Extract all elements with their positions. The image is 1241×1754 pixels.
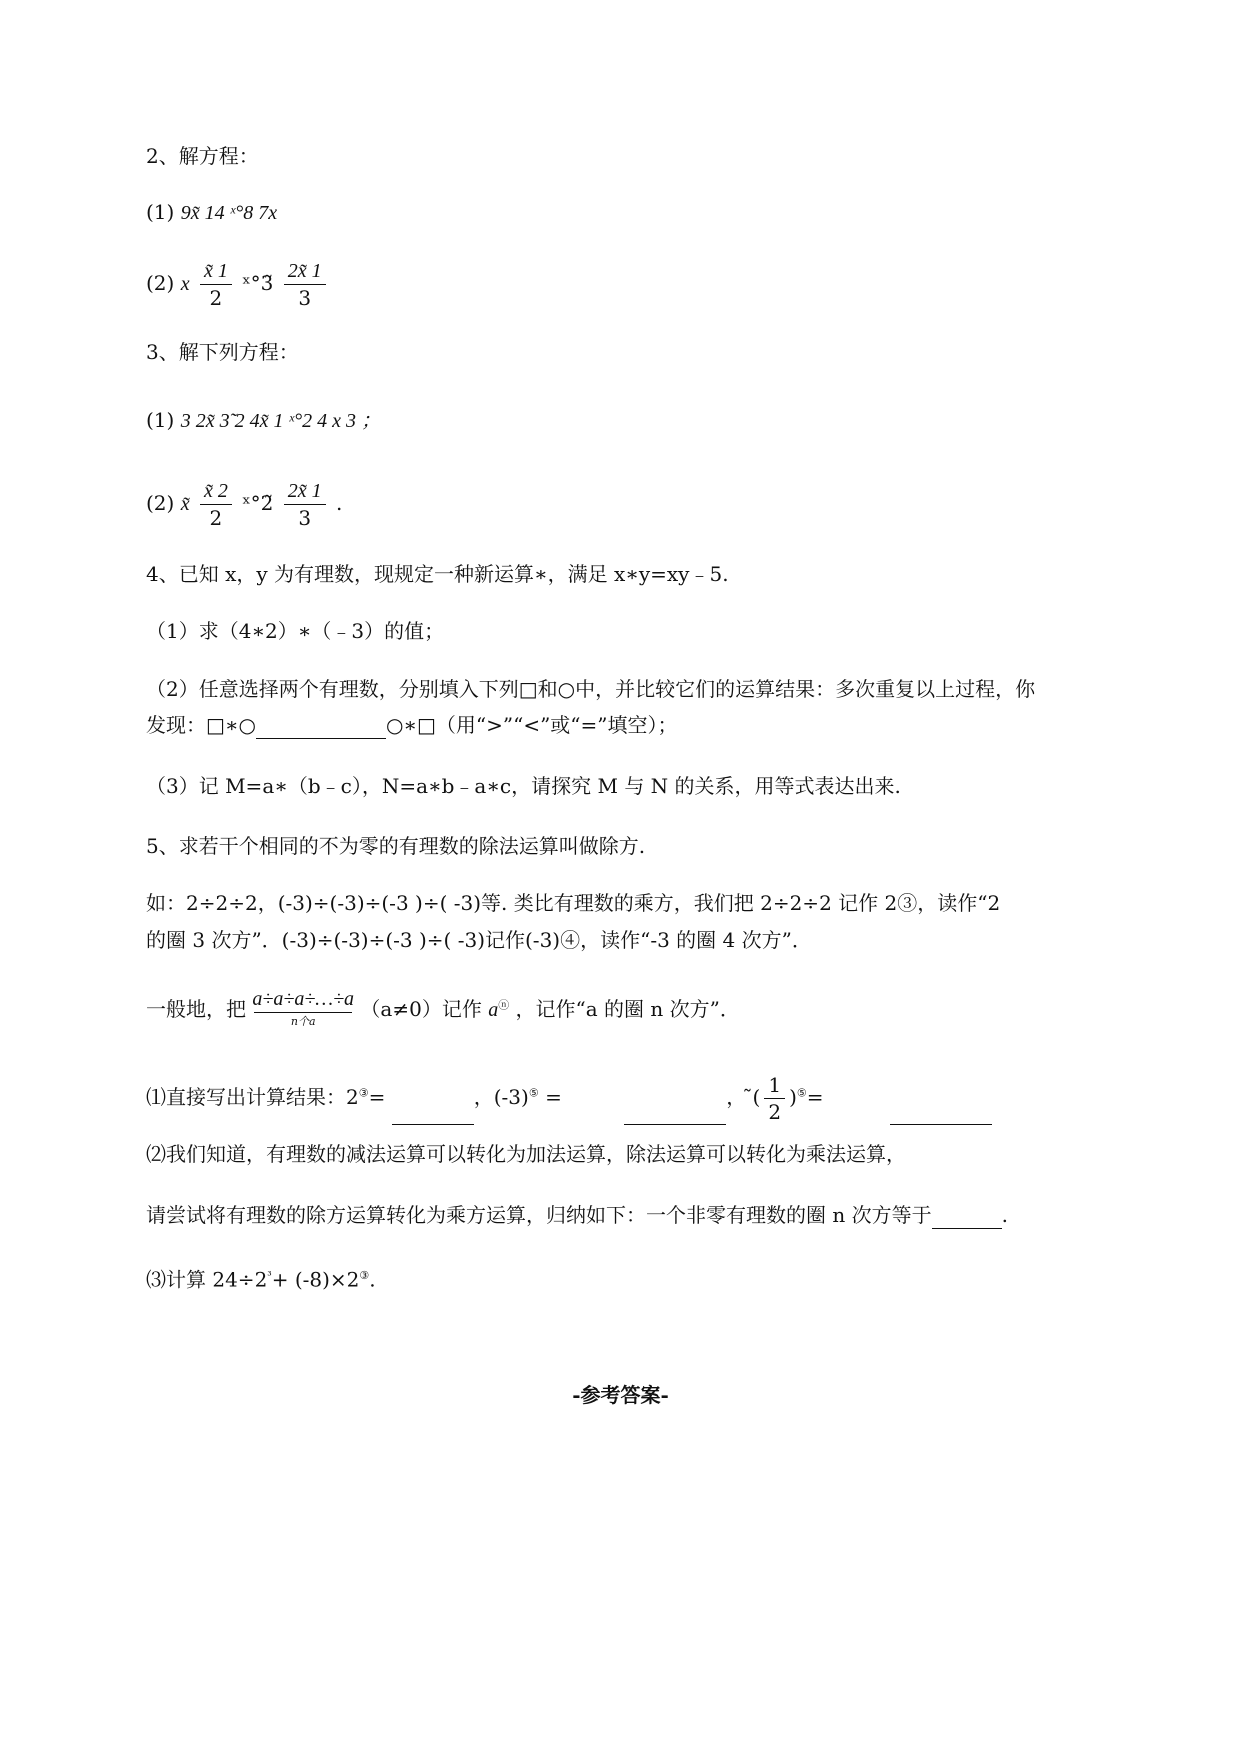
- q5-answer-blank-1[interactable]: [392, 1102, 474, 1125]
- fraction-denominator: 2: [209, 506, 223, 530]
- q2-part1: [146, 198, 277, 227]
- q5-part1-sup3: ⑤: [796, 1086, 807, 1100]
- q5-answer-blank-2[interactable]: [624, 1102, 726, 1125]
- q5-part3-text-b: + (-8)×2: [271, 1267, 360, 1292]
- underbrace-line: [254, 1008, 352, 1013]
- q4-title: 4、已知 x，y 为有理数，现规定一种新运算∗，满足 x∗y=xy﹣5.: [146, 562, 729, 586]
- q5-part2-line2: [146, 1201, 1008, 1229]
- fraction-denominator: 3: [298, 286, 312, 310]
- q3-part1-expr: 3 2x̃ 3̃ 2 4x̃ 1 ˣ°2 4 x 3 ；: [180, 410, 381, 432]
- underbrace-expression: a÷a÷a÷…÷a: [252, 988, 355, 1010]
- q2-part2-label: (2): [146, 271, 175, 295]
- q4-part2-text-a: 发现：□∗○: [146, 713, 256, 737]
- q5-part2-text: 请尝试将有理数的除方运算转化为乘方运算，归纳如下：一个非零有理数的圈 n 次方等于: [146, 1203, 932, 1227]
- fraction-denominator: 2: [768, 1100, 782, 1124]
- fraction-numerator: 2x̃ 1: [284, 478, 326, 505]
- q2-part2-mid: ˣ°3̃: [242, 271, 274, 295]
- q5-title: 5、求若干个相同的不为零的有理数的除法运算叫做除方.: [146, 834, 646, 858]
- q2-part2: [146, 258, 330, 311]
- q5-part2-line1: ⑵我们知道，有理数的减法运算可以转化为加法运算，除法运算可以转化为乘法运算，: [146, 1142, 906, 1166]
- q2-part2-left: x: [180, 273, 190, 295]
- q5-part1-eq3: =: [806, 1085, 824, 1109]
- q5-part1-paren-open: ̃(: [752, 1085, 761, 1109]
- q5-general-symbol: a: [488, 999, 499, 1021]
- q2-part2-fraction1: [200, 258, 232, 311]
- underbrace-label: n个a: [290, 1015, 316, 1028]
- q5-part1-eq2: =: [545, 1085, 562, 1109]
- q5-part1-text-c: ，(-3): [473, 1085, 529, 1109]
- fraction-numerator: x̃ 1: [200, 258, 232, 285]
- q5-part1-sup1: ③: [358, 1086, 369, 1100]
- q4-part2-line2: [146, 711, 678, 739]
- q5-part3: [146, 1262, 376, 1294]
- q4-answer-blank[interactable]: [256, 716, 386, 739]
- q5-answer-blank-4[interactable]: [932, 1206, 1002, 1229]
- q5-part3-sup1: ³: [267, 1269, 272, 1282]
- q5-part3-text-c: .: [369, 1267, 376, 1292]
- fraction-numerator: 2x̃ 1: [284, 258, 326, 285]
- q5-general-superscript: ⓝ: [498, 998, 510, 1012]
- q5-part1-text-a: ⑴直接写出计算结果：2: [146, 1085, 359, 1109]
- q5-underbrace: [252, 990, 354, 1031]
- q4-part1: （1）求（4∗2）∗（﹣3）的值；: [146, 619, 445, 643]
- q5-part1-eq1: =: [368, 1085, 386, 1109]
- q5-part3-sup2: ③: [359, 1269, 370, 1282]
- q4-part2-text-b: ○∗□（用“>”“<”或“=”填空）；: [385, 713, 678, 737]
- q5-para-line1: 如：2÷2÷2，(-3)÷(-3)÷(-3 )÷( -3)等. 类比有理数的乘方，我们把 2÷2÷2 记作 2③，读作“2: [146, 891, 1001, 915]
- fraction-denominator: 3: [298, 506, 312, 530]
- q5-general-text-a: 一般地，把: [146, 997, 246, 1021]
- q3-part2-fraction1: [200, 478, 232, 531]
- q2-part1-label: (1): [146, 200, 175, 224]
- q3-part2-fraction2: [284, 478, 326, 531]
- q3-part2-left: x̃: [180, 493, 190, 515]
- q3-part2-label: (2): [146, 491, 175, 515]
- q2-part1-expr: 9x̃ 14 ˣ°8 7x: [180, 202, 278, 224]
- q4-part3: （3）记 M=a∗（b﹣c），N=a∗b﹣a∗c，请探究 M 与 N 的关系，用等式表达出来.: [146, 774, 901, 798]
- q5-part1-sup2: ⑤: [528, 1086, 539, 1100]
- q5-general: [146, 990, 740, 1031]
- q3-part2: [146, 478, 342, 531]
- fraction-denominator: 2: [209, 286, 223, 310]
- q5-para-line2: 的圈 3 次方”．(-3)÷(-3)÷(-3 )÷( -3)记作(-3)④，读作“-3 的圈 4 次方”．: [146, 928, 812, 952]
- q4-part2-line1: （2）任意选择两个有理数，分别填入下列□和○中，并比较它们的运算结果：多次重复以上过程，你: [146, 677, 1036, 701]
- fraction-numerator: x̃ 2: [200, 478, 232, 505]
- fraction-numerator: 1: [764, 1072, 785, 1099]
- q2-title: 2、解方程：: [146, 144, 259, 168]
- q5-general-text-b: （a≠0）记作: [360, 997, 482, 1021]
- q5-part1-fraction: [764, 1072, 785, 1125]
- q5-part1-paren-close: ): [789, 1085, 797, 1109]
- q3-title: 3、解下列方程：: [146, 340, 299, 364]
- q5-part3-text-a: ⑶计算 24÷2: [146, 1267, 268, 1292]
- q5-general-text-c: ，记作“a 的圈 n 次方”．: [515, 997, 740, 1021]
- q3-part2-mid: ˣ°2̃: [242, 491, 274, 515]
- answer-heading: -参考答案-: [572, 1383, 669, 1407]
- q2-part2-fraction2: [284, 258, 326, 311]
- q5-part1: [146, 1072, 992, 1125]
- q5-part2-end: .: [1001, 1203, 1008, 1227]
- q3-part1: [146, 406, 381, 435]
- q5-part1-text-e: ，: [726, 1085, 747, 1109]
- q3-part2-end: .: [336, 491, 343, 515]
- q5-answer-blank-3[interactable]: [890, 1102, 992, 1125]
- q3-part1-label: (1): [146, 408, 175, 432]
